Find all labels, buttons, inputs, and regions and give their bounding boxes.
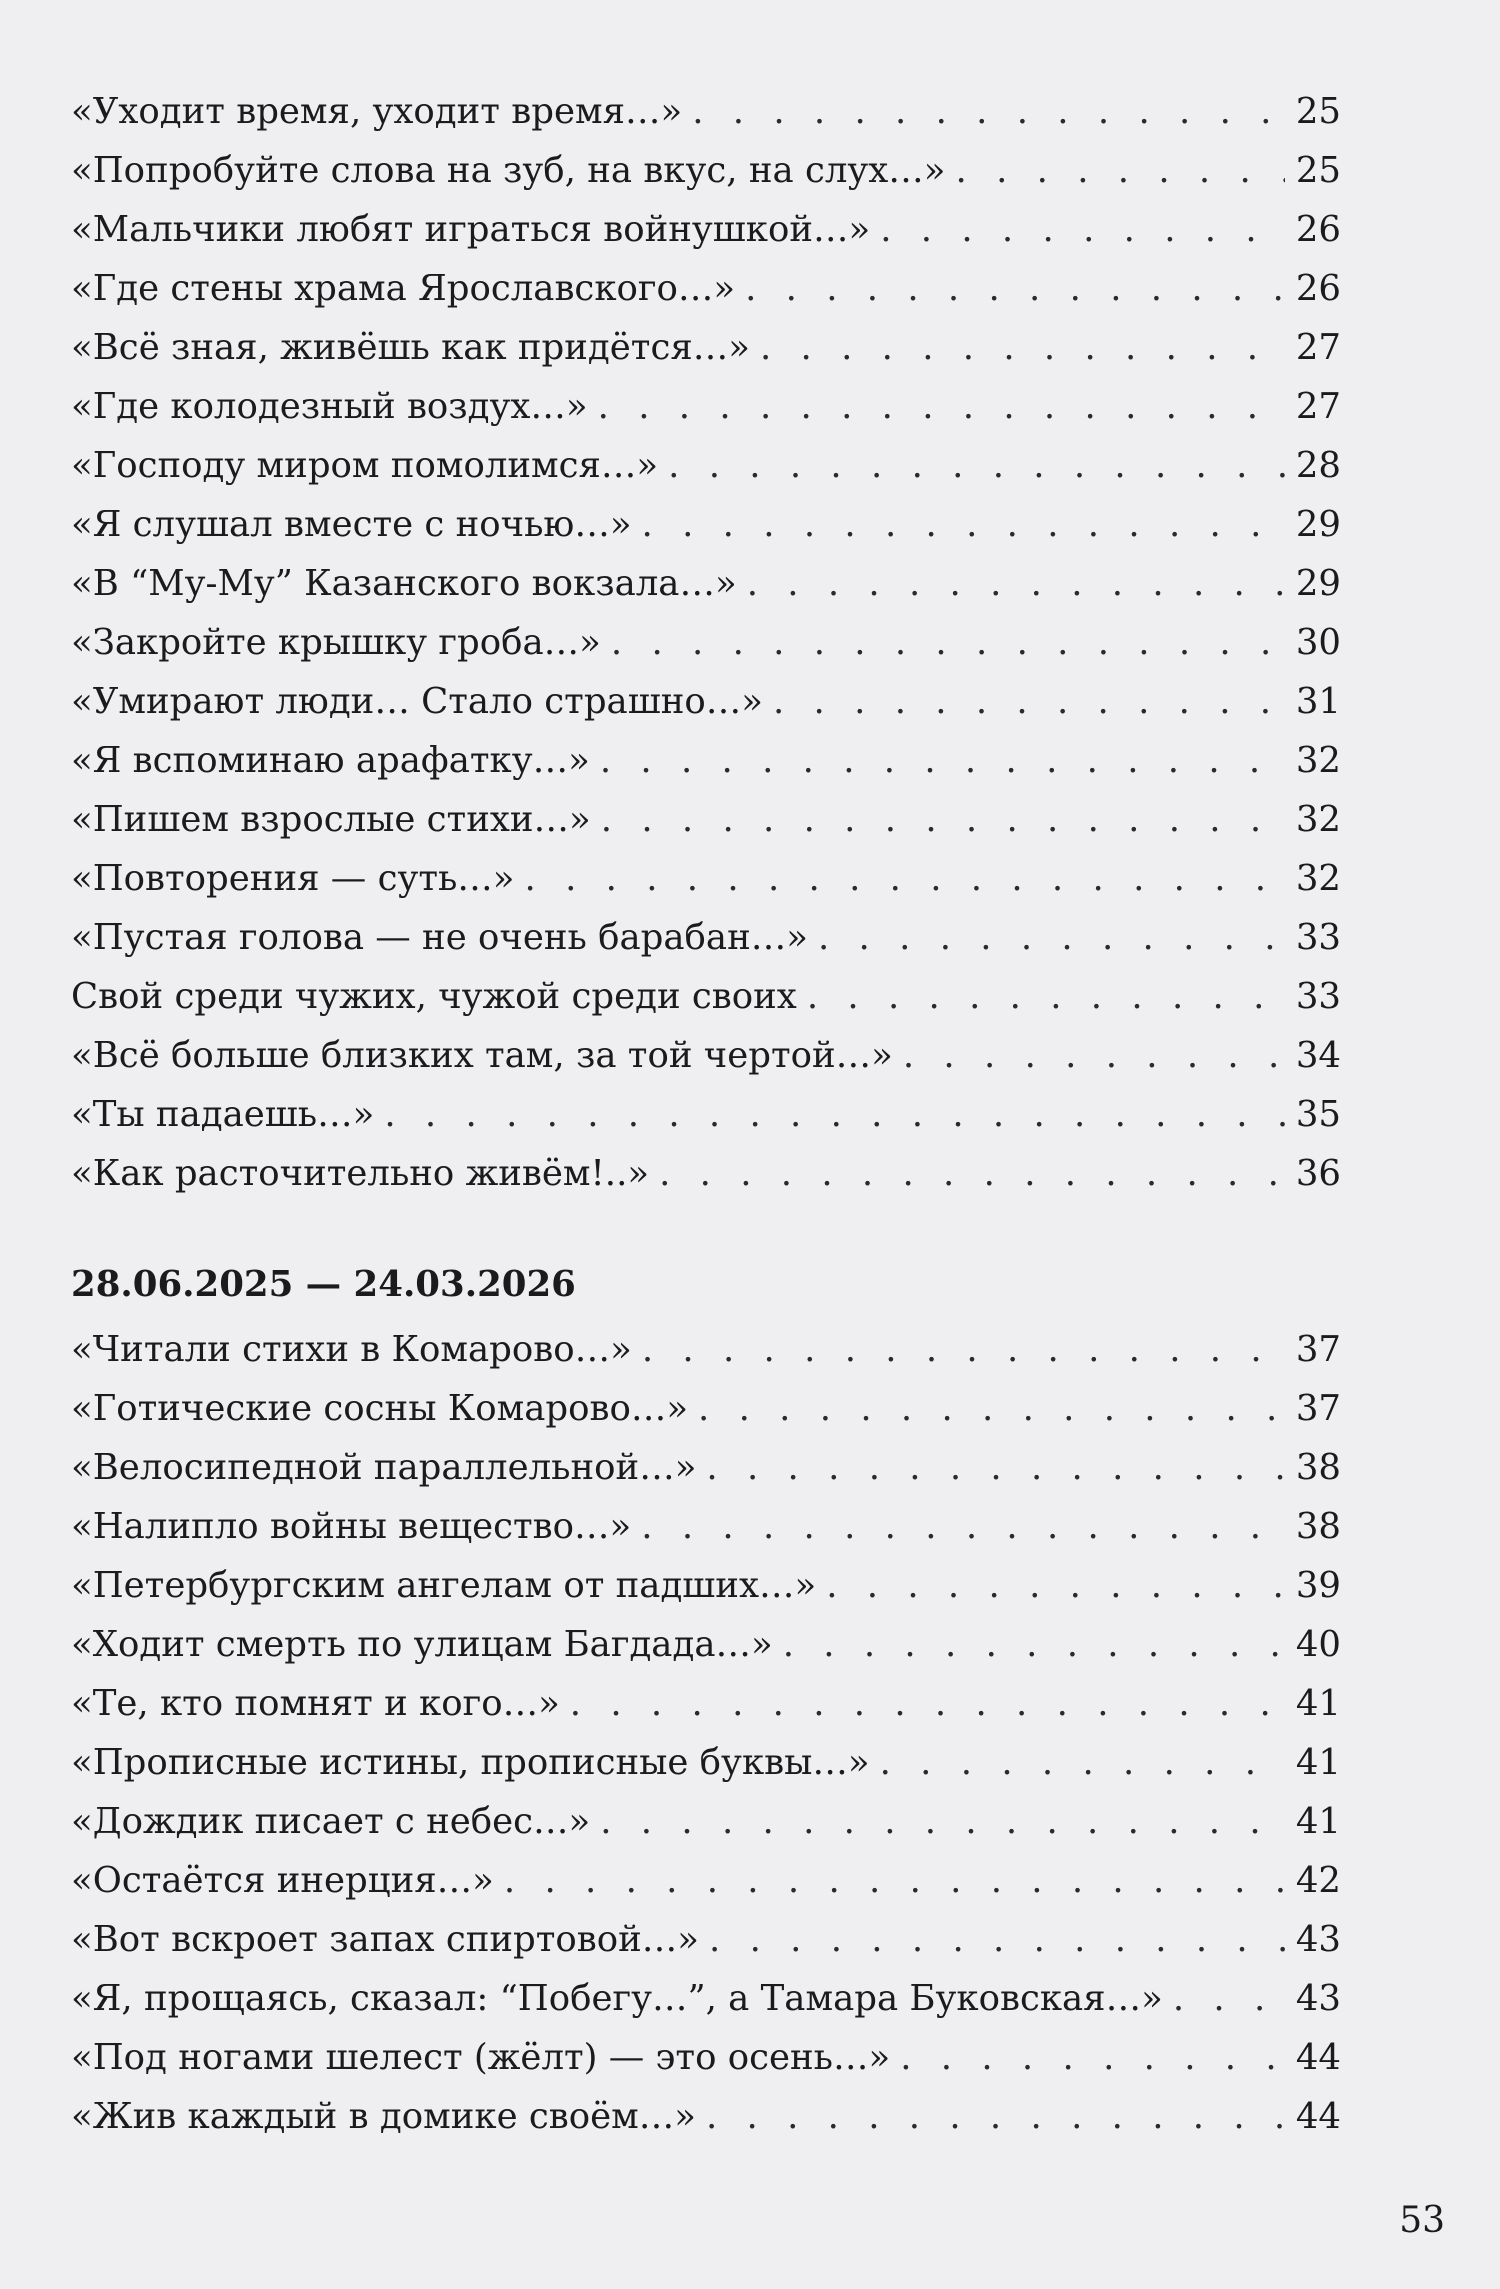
toc-entry-title: «Петербургским ангелам от падших…» <box>71 1565 817 1606</box>
toc-entry-page: 29 <box>1295 563 1341 604</box>
toc-entry-page: 39 <box>1295 1565 1341 1606</box>
toc-entry <box>71 259 1341 318</box>
dot-leader <box>1173 1969 1285 2028</box>
dot-leader <box>525 849 1285 908</box>
toc-entry-title: «Прописные истины, прописные буквы…» <box>71 1742 870 1783</box>
toc-entry-title: «Налипло войны вещество…» <box>71 1506 632 1547</box>
toc-entry-title: «Господу миром помолимся…» <box>71 445 659 486</box>
dot-leader <box>504 1851 1285 1910</box>
toc-entry <box>71 141 1341 200</box>
dot-leader <box>706 2087 1285 2146</box>
toc-entry-page: 38 <box>1295 1447 1341 1488</box>
toc-entry <box>71 554 1341 613</box>
toc-entry <box>71 1320 1341 1379</box>
toc-entry <box>71 1556 1341 1615</box>
toc-entry-page: 44 <box>1295 2096 1341 2137</box>
toc-entry <box>71 1026 1341 1085</box>
dot-leader <box>807 967 1285 1026</box>
toc-entry-title: «Вот вскроет запах спиртовой…» <box>71 1919 700 1960</box>
toc-entry-title: «Умирают люди… Стало страшно…» <box>71 681 763 722</box>
dot-leader <box>783 1615 1285 1674</box>
toc-entry-page: 35 <box>1295 1094 1341 1135</box>
toc-entry-title: «Дождик писает с небес…» <box>71 1801 591 1842</box>
dot-leader <box>706 1438 1285 1497</box>
toc-entry-title: «Велосипедной параллельной…» <box>71 1447 697 1488</box>
toc-entry-title: «Читали стихи в Комарово…» <box>71 1329 632 1370</box>
toc-entry <box>71 908 1341 967</box>
toc-entry-page: 26 <box>1295 268 1341 309</box>
toc-entry <box>71 2087 1341 2146</box>
toc-group-2 <box>71 1320 1341 2146</box>
toc-entry-page: 32 <box>1295 858 1341 899</box>
toc-entry-title: «Где стены храма Ярославского…» <box>71 268 736 309</box>
toc-entry-page: 33 <box>1295 917 1341 958</box>
toc-entry-title: «Попробуйте слова на зуб, на вкус, на слух…» <box>71 150 946 191</box>
dot-leader <box>668 436 1285 495</box>
toc-entry-title: «Пустая голова — не очень барабан…» <box>71 917 808 958</box>
toc-entry-page: 41 <box>1295 1801 1341 1842</box>
toc-entry-page: 27 <box>1295 386 1341 427</box>
toc-entry-title: «Уходит время, уходит время…» <box>71 91 683 132</box>
toc-entry <box>71 1144 1341 1203</box>
dot-leader <box>642 495 1285 554</box>
toc-entry-page: 34 <box>1295 1035 1341 1076</box>
toc-entry-title: «Ходит смерть по улицам Багдада…» <box>71 1624 773 1665</box>
toc-entry <box>71 1497 1341 1556</box>
toc-entry-page: 41 <box>1295 1742 1341 1783</box>
toc-entry-title: «В “Му-Му” Казанского вокзала…» <box>71 563 737 604</box>
toc-entry-page: 28 <box>1295 445 1341 486</box>
toc-entry-title: «Всё больше близких там, за той чертой…» <box>71 1035 893 1076</box>
dot-leader <box>880 200 1285 259</box>
dot-leader <box>641 1497 1285 1556</box>
toc-entry <box>71 672 1341 731</box>
dot-leader <box>601 790 1285 849</box>
toc-entry-title: «Я вспоминаю арафатку…» <box>71 740 590 781</box>
dot-leader <box>903 1026 1285 1085</box>
dot-leader <box>760 318 1285 377</box>
toc-entry <box>71 200 1341 259</box>
toc-entry-title: «Пишем взрослые стихи…» <box>71 799 591 840</box>
toc-entry-page: 40 <box>1295 1624 1341 1665</box>
toc-entry-page: 37 <box>1295 1388 1341 1429</box>
toc-entry-page: 44 <box>1295 2037 1341 2078</box>
toc-entry-page: 36 <box>1295 1153 1341 1194</box>
toc-entry-title: «Те, кто помнят и кого…» <box>71 1683 560 1724</box>
toc-entry <box>71 1792 1341 1851</box>
toc-entry-title: «Мальчики любят играться войнушкой…» <box>71 209 871 250</box>
toc-entry-page: 38 <box>1295 1506 1341 1547</box>
toc-entry-page: 30 <box>1295 622 1341 663</box>
toc-entry-page: 41 <box>1295 1683 1341 1724</box>
dot-leader <box>611 613 1285 672</box>
toc-entry-page: 37 <box>1295 1329 1341 1370</box>
toc-entry-page: 26 <box>1295 209 1341 250</box>
toc-entry <box>71 849 1341 908</box>
dot-leader <box>600 731 1285 790</box>
dot-leader <box>900 2028 1285 2087</box>
toc-entry-page: 25 <box>1295 150 1341 191</box>
toc-entry-title: «Ты падаешь…» <box>71 1094 375 1135</box>
dot-leader <box>709 1910 1285 1969</box>
toc-entry-title: «Повторения — суть…» <box>71 858 515 899</box>
toc-entry-title: «Жив каждый в домике своём…» <box>71 2096 696 2137</box>
toc-entry <box>71 1615 1341 1674</box>
dot-leader <box>570 1674 1285 1733</box>
toc-entry-title: «Остаётся инерция…» <box>71 1860 494 1901</box>
dot-leader <box>747 554 1285 613</box>
dot-leader <box>880 1733 1285 1792</box>
toc-entry <box>71 436 1341 495</box>
toc-entry <box>71 377 1341 436</box>
toc-entry <box>71 82 1341 141</box>
dot-leader <box>659 1144 1285 1203</box>
toc-entry <box>71 318 1341 377</box>
toc-entry-page: 32 <box>1295 740 1341 781</box>
dot-leader <box>698 1379 1285 1438</box>
dot-leader <box>818 908 1285 967</box>
dot-leader <box>773 672 1285 731</box>
dot-leader <box>384 1085 1285 1144</box>
dot-leader <box>692 82 1285 141</box>
section-heading: 28.06.2025 — 24.03.2026 <box>71 1264 576 1305</box>
toc-entry-title: «Как расточительно живём!..» <box>71 1153 650 1194</box>
toc-entry-page: 25 <box>1295 91 1341 132</box>
toc-entry-page: 27 <box>1295 327 1341 368</box>
table-of-contents <box>71 82 1341 2146</box>
dot-leader <box>745 259 1285 318</box>
toc-entry-title: «Я, прощаясь, сказал: “Побегу…”, а Тамара Буковская…» <box>71 1978 1163 2019</box>
toc-entry <box>71 1910 1341 1969</box>
toc-entry-title: «Готические сосны Комарово…» <box>71 1388 689 1429</box>
toc-entry-page: 43 <box>1295 1919 1341 1960</box>
toc-entry <box>71 495 1341 554</box>
page-number: 53 <box>1399 2200 1445 2241</box>
dot-leader <box>600 1792 1285 1851</box>
toc-entry-page: 33 <box>1295 976 1341 1017</box>
dot-leader <box>826 1556 1285 1615</box>
toc-entry <box>71 790 1341 849</box>
toc-entry <box>71 1969 1341 2028</box>
toc-entry <box>71 1733 1341 1792</box>
toc-entry-page: 31 <box>1295 681 1341 722</box>
toc-entry <box>71 967 1341 1026</box>
toc-entry-title: «Где колодезный воздух…» <box>71 386 588 427</box>
toc-entry-title: Свой среди чужих, чужой среди своих <box>71 976 797 1017</box>
toc-entry <box>71 731 1341 790</box>
toc-entry <box>71 613 1341 672</box>
toc-entry-title: «Закройте крышку гроба…» <box>71 622 601 663</box>
toc-entry <box>71 1438 1341 1497</box>
toc-entry-title: «Я слушал вместе с ночью…» <box>71 504 632 545</box>
dot-leader <box>956 141 1286 200</box>
toc-entry-title: «Всё зная, живёшь как придётся…» <box>71 327 750 368</box>
toc-group-1 <box>71 82 1341 1203</box>
toc-entry-page: 32 <box>1295 799 1341 840</box>
toc-entry-page: 42 <box>1295 1860 1341 1901</box>
dot-leader <box>598 377 1285 436</box>
dot-leader <box>642 1320 1285 1379</box>
toc-entry <box>71 1851 1341 1910</box>
toc-entry-page: 29 <box>1295 504 1341 545</box>
toc-entry <box>71 2028 1341 2087</box>
toc-entry <box>71 1379 1341 1438</box>
toc-entry <box>71 1085 1341 1144</box>
toc-entry-page: 43 <box>1295 1978 1341 2019</box>
toc-entry-title: «Под ногами шелест (жёлт) — это осень…» <box>71 2037 891 2078</box>
toc-entry <box>71 1674 1341 1733</box>
